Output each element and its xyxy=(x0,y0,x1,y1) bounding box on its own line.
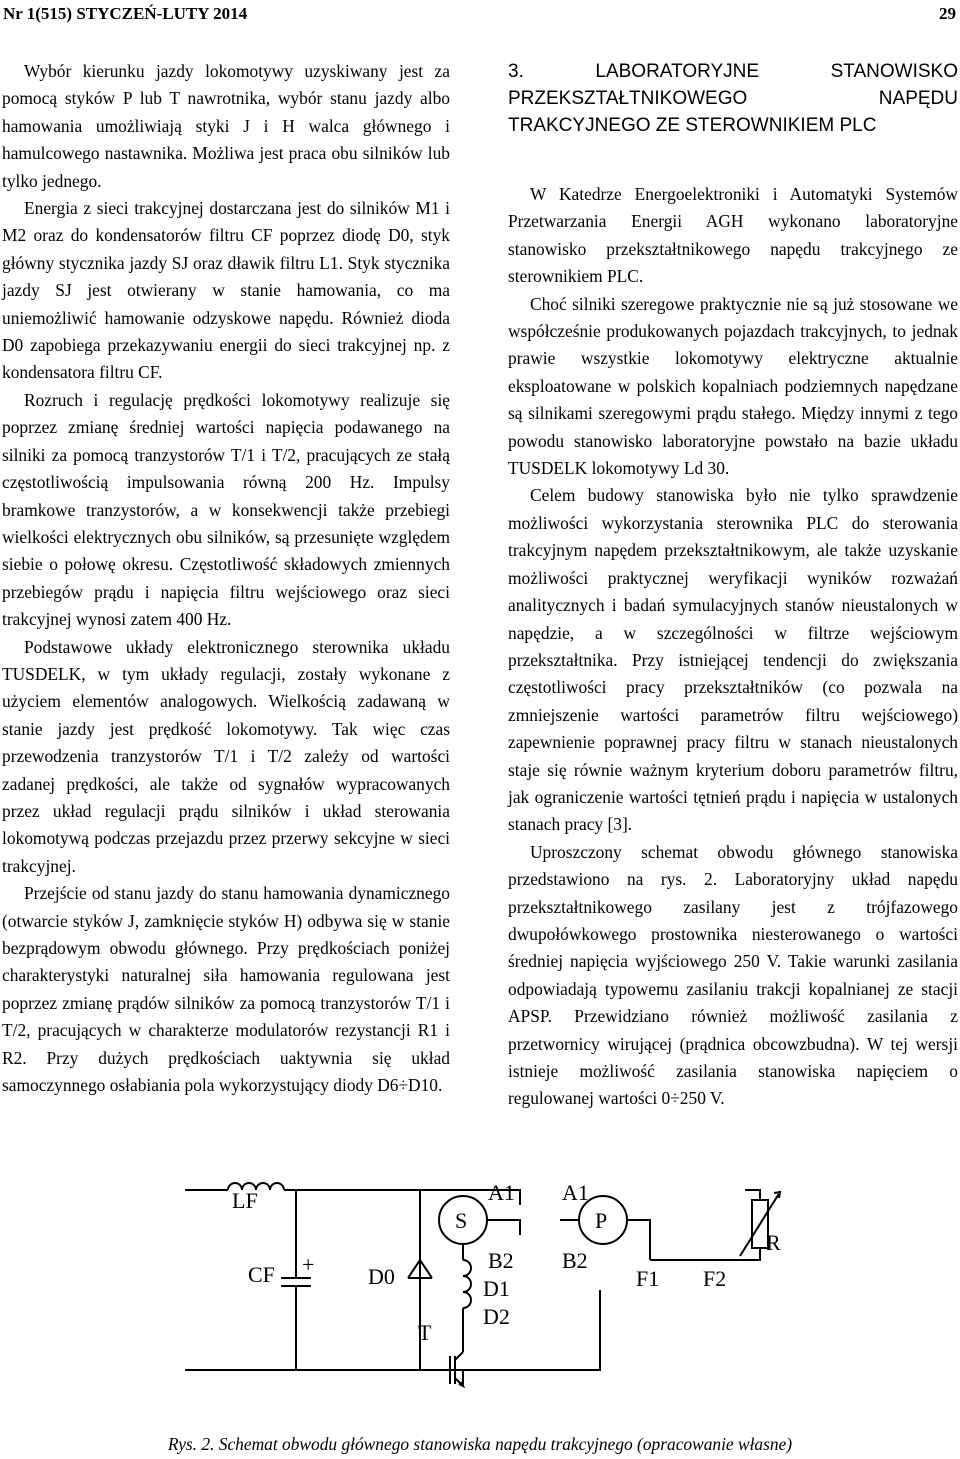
paragraph: Przejście od stanu jazdy do stanu hamowania dynamicznego (otwarcie styków J, zamknięcie styków H) odbywa się w stanie bezprądowym obwodu głównego. Przy prędkościach poniżej charakterystyki naturalnej siła hamowania regulowana jest poprzez zmianę prądów silników za pomocą tranzystorów T/1 i T/2, pracujących w charakterze modulatorów rezystancji R1 i R2. Przy dużych prędkościach uaktywnia się układ samoczynnego osłabiania pola wykorzystujący diody D6÷D10. xyxy=(2,883,450,1096)
paragraph: Wybór kierunku jazdy lokomotywy uzyskiwany jest za pomocą styków P lub T nawrotnika, wybór stanu jazdy albo hamowania umożliwiają styki J i H walca głównego i hamulcowego nastawnika. Możliwa jest praca obu silników lub tylko jednego. xyxy=(2,61,450,191)
label-cf: CF xyxy=(248,1262,275,1287)
paragraph: Podstawowe układy elektronicznego sterownika układu TUSDELK, w tym układy regulacji, zostały wykonane z użyciem elementów analogowych. Wielkością zadawaną w stanie jazdy jest prędkość lokomotywy. Tak więc czas przewodzenia tranzystorów T/1 i T/2 zależy od wartości zadanej prędkości, ale także od sygnałów wypracowanych przez układ regulacji prądu silników i układ sterowania lokomotywą podczas przejazdu przez przerwy sekcyjne w sieci trakcyjnej. xyxy=(2,636,450,876)
paragraph: W Katedrze Energoelektroniki i Automatyki Systemów Przetwarzania Energii AGH wykonano laboratoryjne stanowisko przekształtnikowego napędu trakcyjnego ze sterownikiem PLC. xyxy=(508,184,958,287)
issue-label: Nr 1(515) STYCZEŃ-LUTY 2014 xyxy=(3,4,248,23)
section-title: 3. LABORATORYJNE STANOWISKO PRZEKSZTAŁTNIKOWEGO NAPĘDU TRAKCYJNEGO ZE STEROWNIKIEM PLC xyxy=(508,61,958,136)
label-a1-s: A1 xyxy=(488,1180,515,1205)
label-d1: D1 xyxy=(483,1276,510,1301)
label-p: P xyxy=(595,1208,608,1233)
label-t: T xyxy=(418,1320,432,1345)
left-column xyxy=(2,58,450,1099)
label-f1: F1 xyxy=(636,1266,660,1291)
label-b2-p: B2 xyxy=(562,1248,588,1273)
figure-caption: Rys. 2. Schemat obwodu głównego stanowiska napędu trakcyjnego (opracowanie własne) xyxy=(167,1434,793,1454)
label-lf: LF xyxy=(232,1188,258,1213)
label-b2-s: B2 xyxy=(488,1248,514,1273)
paragraph: Celem budowy stanowiska było nie tylko sprawdzenie możliwości wykorzystania sterownika PLC do sterowania trakcyjnym napędem przekształtnikowym, ale także uzyskanie możliwości praktycznej weryfikacji wyników rozważań analitycznych i badań symulacyjnych stanów nieustalonych w napędzie, a w szczególności w filtrze wejściowym przekształtnika. Przy istniejącej tendencji do zwiększania częstotliwości pracy przekształtników (co pozwala na zmniejszenie wartości parametrów filtru wejściowego) zapewnienie poprawnej pracy filtru w stanach nieustalonych staje się równie ważnym kryterium doboru parametrów filtru, jak ograniczenie wartości tętnień prądu i napięcia w ustalonych stanach pracy [3]. xyxy=(508,485,958,835)
right-column xyxy=(508,58,958,1113)
circuit-labels xyxy=(0,1160,960,1432)
label-plus: + xyxy=(302,1252,315,1277)
paragraph: Energia z sieci trakcyjnej dostarczana jest do silników M1 i M2 oraz do kondensatorów filtru CF poprzez diodę D0, styk główny stycznika jazdy SJ oraz dławik filtru L1. Styk stycznika jazdy SJ jest otwierany w stanie hamowania, co ma uniemożliwić hamowanie odzyskowe napędu. Również dioda D0 zapobiega przekazywaniu energii do sieci trakcyjnej np. z kondensatora filtru CF. xyxy=(2,198,450,383)
label-f2: F2 xyxy=(703,1266,727,1291)
page-header xyxy=(0,2,960,30)
label-d0: D0 xyxy=(368,1264,395,1289)
label-a1-p: A1 xyxy=(562,1180,589,1205)
label-d2: D2 xyxy=(483,1304,510,1329)
paragraph: Uproszczony schemat obwodu głównego stanowiska przedstawiono na rys. 2. Laboratoryjny układ napędu przekształtnikowego zasilany jest z trójfazowego dwupołówkowego prostownika niesterowanego o wartości średniej napięcia wyjściowego 250 V. Takie warunki zasilania odpowiadają typowemu zasilaniu trakcji kopalnianej ze stacji APSP. Przewidziano również możliwość zasilania z przetwornicy wirującej (prądnica obcowzbudna). W tej wersji istnieje możliwość zasilania stanowiska napięciem o regulowanej wartości 0÷250 V. xyxy=(508,841,958,1109)
label-s: S xyxy=(455,1208,468,1233)
paragraph: Rozruch i regulację prędkości lokomotywy realizuje się poprzez zmianę średniej wartości napięcia podawanego na silniki za pomocą tranzystorów T/1 i T/2, pracujących ze stałą częstotliwością impulsowania równą 200 Hz. Impulsy bramkowe tranzystorów, a w konsekwencji także przebiegi wielkości elektrycznych obu silników, są przesunięte względem siebie o połowę okresu. Częstotliwość składowych zmiennych przebiegów prądu i napięcia filtru wejściowego oraz sieci trakcyjnej wynosi zatem 400 Hz. xyxy=(2,389,450,630)
paragraph: Choć silniki szeregowe praktycznie nie są już stosowane we współcześnie produkowanych pojazdach trakcyjnych, to jednak prawie wszystkie lokomotywy elektryczne aktualnie eksploatowane w polskich kopalniach podziemnych napędzane są silnikami szeregowymi prądu stałego. Między innymi z tego powodu stanowisko laboratoryjne powstało na bazie układu TUSDELK lokomotywy Ld 30. xyxy=(508,293,958,479)
label-r: R xyxy=(766,1230,781,1255)
page-number: 29 xyxy=(939,4,956,23)
